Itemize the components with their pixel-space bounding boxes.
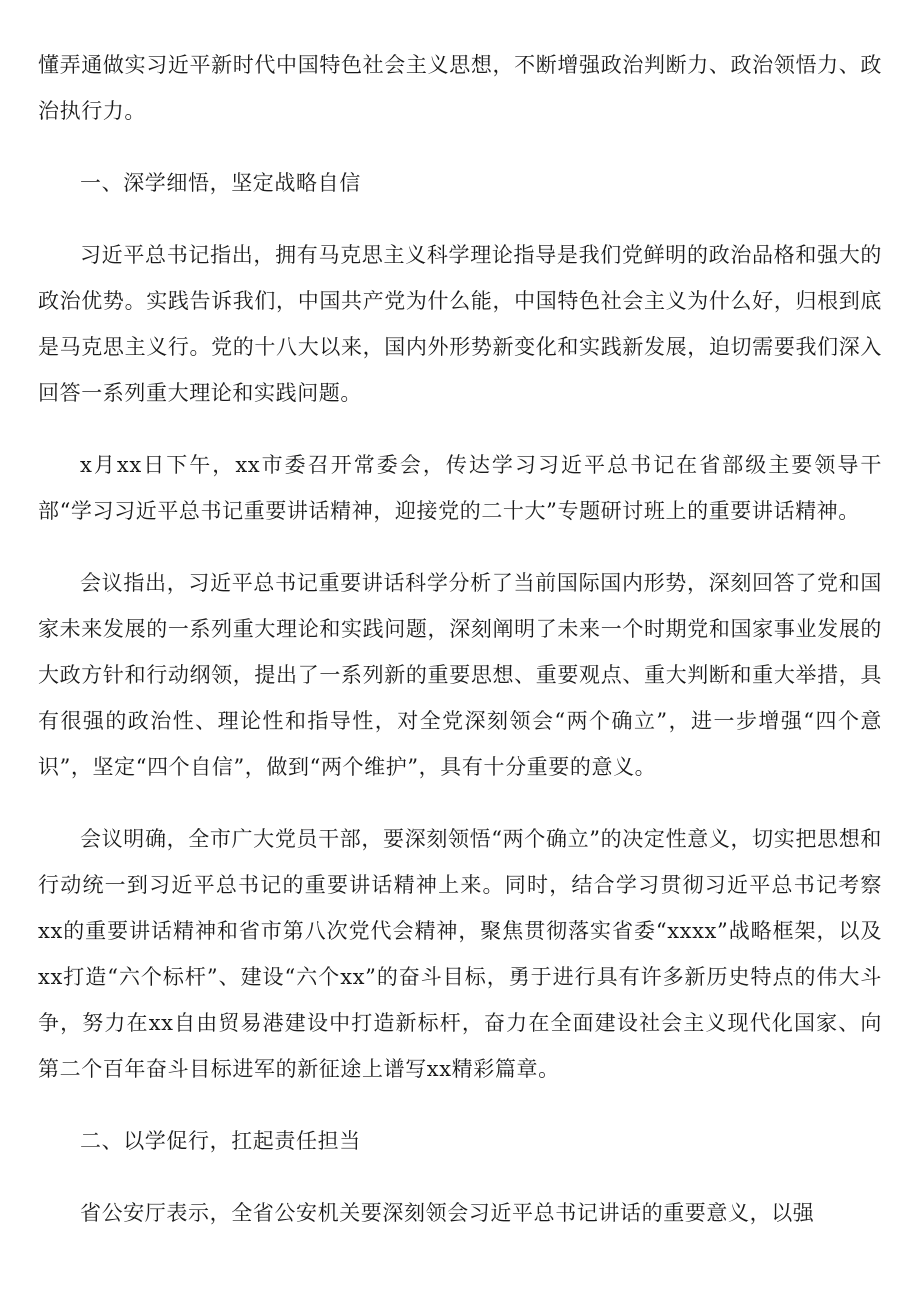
paragraph: 会议明确，全市广大党员干部，要深刻领悟“两个确立”的决定性意义，切实把思想和行动统一到习近平总书记的重要讲话精神上来。同时，结合学习贯彻习近平总书记考察xx的重要讲话精神和省市第八次党代会精神，聚焦贯彻落实省委“xxxx”战略框架，以及xx打造“六个标杆”、建设“六个xx”的奋斗目标，勇于进行具有许多新历史特点的伟大斗争，努力在xx自由贸易港建设中打造新标杆，奋力在全面建设社会主义现代化国家、向第二个百年奋斗目标进军的新征途上谱写xx精彩篇章。 bbox=[38, 827, 882, 1081]
paragraph: 省公安厅表示，全省公安机关要深刻领会习近平总书记讲话的重要意义，以强 bbox=[80, 1201, 815, 1225]
paragraph: 会议指出，习近平总书记重要讲话科学分析了当前国际国内形势，深刻回答了党和国家未来发展的一系列重大理论和实践问题，深刻阐明了未来一个时期党和国家事业发展的大政方针和行动纲领，提出了一系列新的重要思想、重要观点、重大判断和重大举措，具有很强的政治性、理论性和指导性，对全党深刻领会“两个确立”，进一步增强“四个意识”，坚定“四个自信”，做到“两个维护”，具有十分重要的意义。 bbox=[38, 571, 882, 779]
paragraph-continued: 懂弄通做实习近平新时代中国特色社会主义思想，不断增强政治判断力、政治领悟力、政治执行力。 bbox=[38, 53, 882, 123]
section-heading-1: 一、深学细悟，坚定战略自信 bbox=[80, 171, 361, 195]
paragraph: 习近平总书记指出，拥有马克思主义科学理论指导是我们党鲜明的政治品格和强大的政治优势。实践告诉我们，中国共产党为什么能，中国特色社会主义为什么好，归根到底是马克思主义行。党的十八大以来，国内外形势新变化和实践新发展，迫切需要我们深入回答一系列重大理论和实践问题。 bbox=[38, 243, 882, 405]
paragraph: x月xx日下午，xx市委召开常委会，传达学习习近平总书记在省部级主要领导干部“学习习近平总书记重要讲话精神，迎接党的二十大”专题研讨班上的重要讲话精神。 bbox=[38, 453, 882, 523]
section-heading-2: 二、以学促行，扛起责任担当 bbox=[80, 1129, 361, 1153]
